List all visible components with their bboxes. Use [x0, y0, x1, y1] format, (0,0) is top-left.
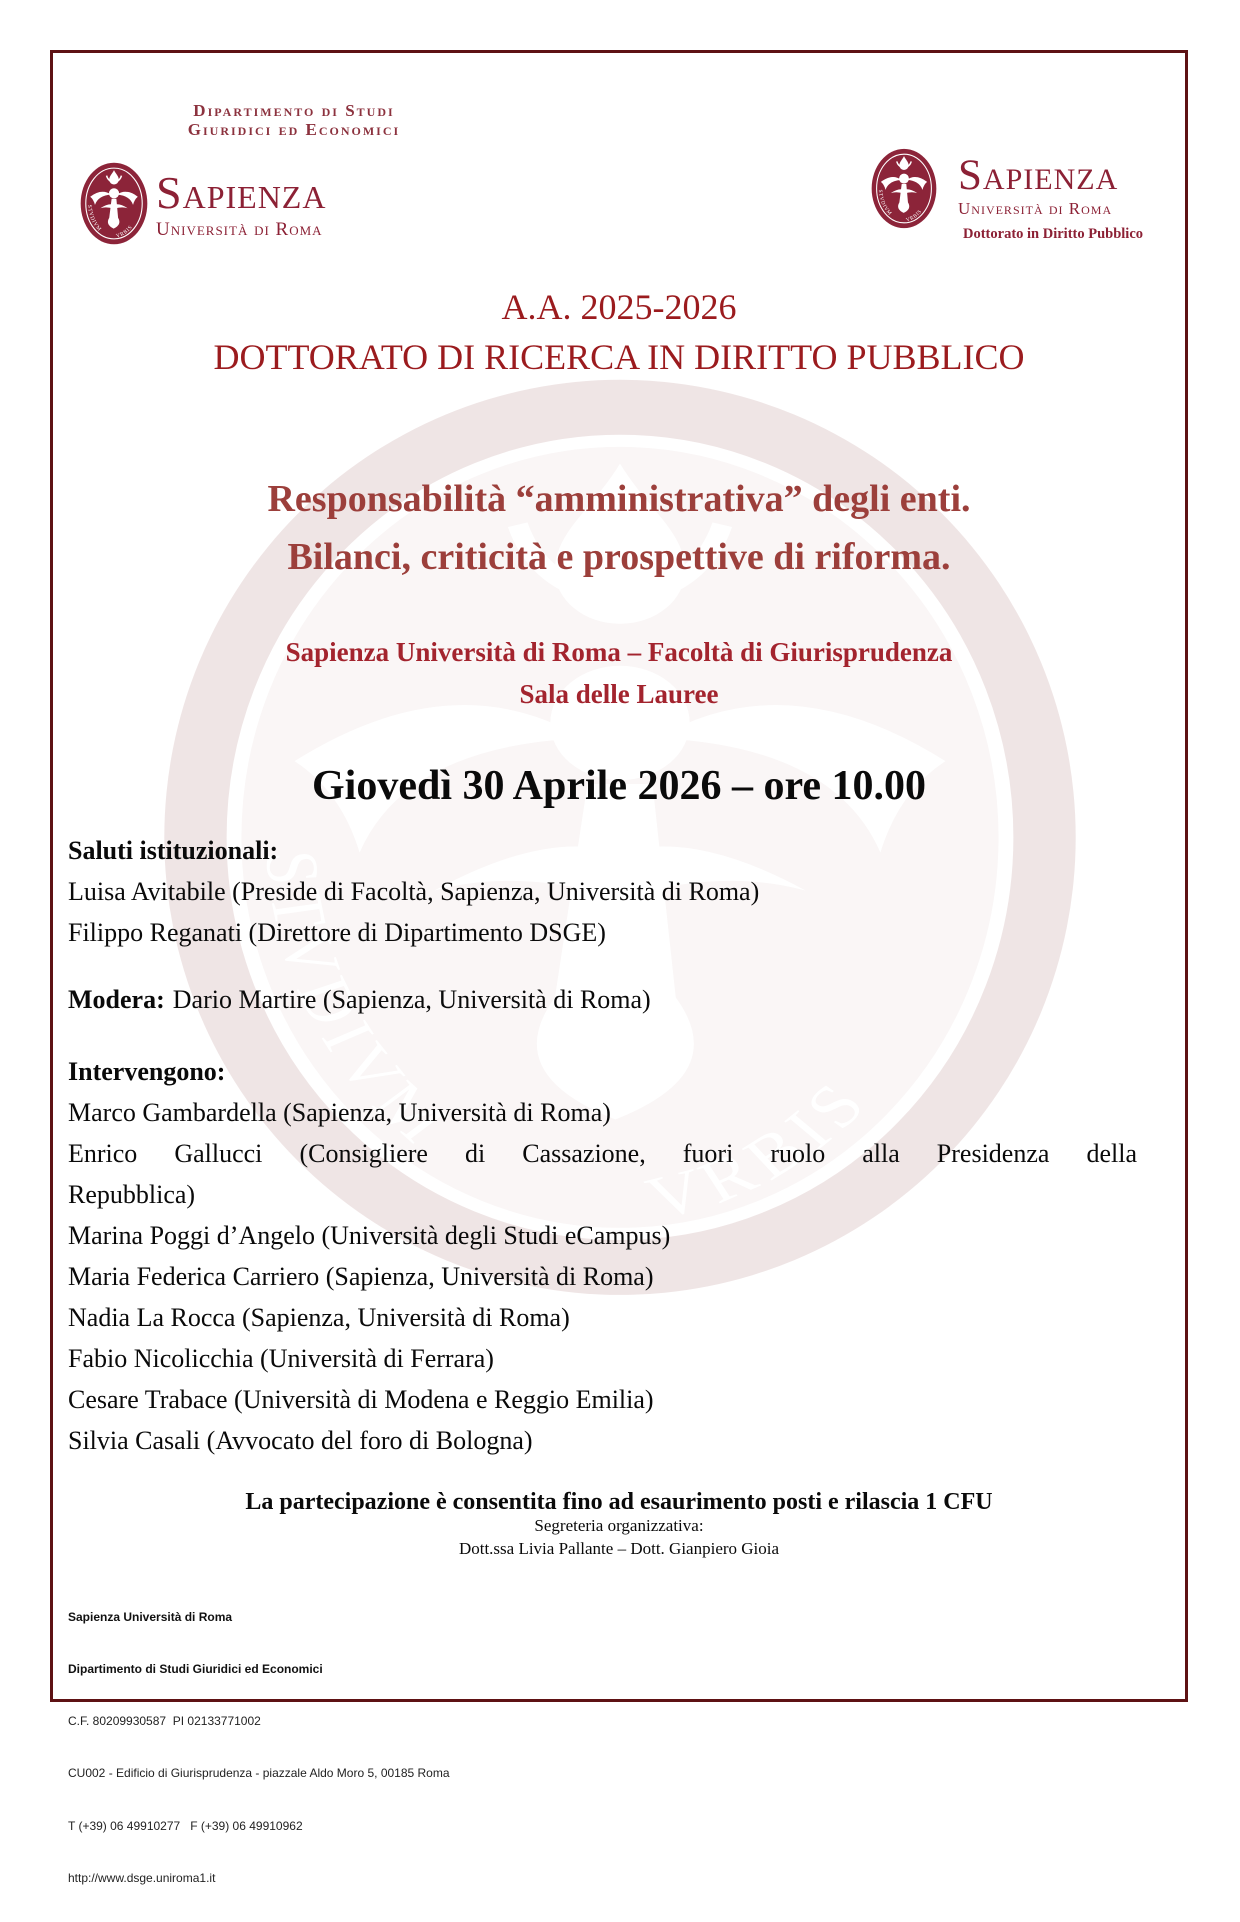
footer-phone-fax: T (+39) 06 49910277 F (+39) 06 49910962	[68, 1818, 303, 1833]
event-title	[50, 470, 1188, 586]
saluti-label: Saluti istituzionali:	[68, 836, 279, 865]
venue	[50, 631, 1188, 715]
program-body	[68, 830, 1137, 1461]
department-name-line2: Giuridici ed Economici	[187, 120, 401, 139]
intervengono-label: Intervengono:	[68, 1057, 226, 1086]
speaker-item: Silvia Casali (Avvocato del foro di Bologna)	[68, 1426, 533, 1455]
speaker-item: Marina Poggi d’Angelo (Università degli Studi eCampus)	[68, 1221, 671, 1250]
secretariat	[50, 1514, 1188, 1560]
sapienza-wordmark: Sapienza	[156, 167, 327, 218]
event-title-line1: Responsabilità “amministrativa” degli enti.	[267, 478, 971, 520]
speaker-item: Repubblica)	[68, 1180, 196, 1209]
sapienza-tagline: Università di Roma	[958, 199, 1113, 218]
speaker-item: Marco Gambardella (Sapienza, Università di Roma)	[68, 1098, 611, 1127]
speaker-item: Maria Federica Carriero (Sapienza, Università di Roma)	[68, 1262, 654, 1291]
event-title-line2: Bilanci, criticità e prospettive di riforma.	[287, 536, 951, 578]
venue-line2: Sala delle Lauree	[519, 679, 719, 709]
footer-address: CU002 - Edificio di Giurisprudenza - piazzale Aldo Moro 5, 00185 Roma	[68, 1766, 450, 1781]
footer-university: Sapienza Università di Roma	[68, 1609, 233, 1624]
sapienza-logo-left	[156, 167, 476, 241]
main-title	[50, 282, 1188, 382]
academic-year: A.A. 2025-2026	[501, 287, 737, 327]
footer-contact-block	[68, 1574, 450, 1922]
saluti-item: Luisa Avitabile (Preside di Facoltà, Sapienza, Università di Roma)	[68, 877, 760, 906]
speaker-item: Cesare Trabace (Università di Modena e Reggio Emilia)	[68, 1385, 654, 1414]
saluti-item: Filippo Reganati (Direttore di Dipartimento DSGE)	[68, 918, 606, 947]
sapienza-emblem-icon	[871, 148, 937, 229]
modera-name: Dario Martire (Sapienza, Università di Roma)	[172, 985, 651, 1014]
footer-department: Dipartimento di Studi Giuridici ed Economici	[68, 1662, 323, 1677]
footer-fiscal-codes: C.F. 80209930587 PI 02133771002	[68, 1714, 261, 1729]
modera-line	[68, 979, 1137, 1020]
venue-line1: Sapienza Università di Roma – Facoltà di Giurisprudenza	[285, 637, 953, 667]
phd-program-label: Dottorato in Diritto Pubblico	[963, 226, 1144, 242]
speaker-item: Fabio Nicolicchia (Università di Ferrara)	[68, 1344, 494, 1373]
department-name	[138, 101, 450, 139]
sapienza-tagline: Università di Roma	[156, 219, 323, 240]
sapienza-wordmark: Sapienza	[958, 152, 1119, 199]
sapienza-logo-right	[958, 154, 1178, 219]
secretariat-names: Dott.ssa Livia Pallante – Dott. Gianpiero Gioia	[458, 1539, 780, 1558]
department-name-line1: Dipartimento di Studi	[193, 101, 395, 120]
phd-title: DOTTORATO DI RICERCA IN DIRITTO PUBBLICO	[213, 337, 1025, 377]
participation-note: La partecipazione è consentita fino ad esaurimento posti e rilascia 1 CFU	[245, 1489, 993, 1515]
event-datetime: Giovedì 30 Aprile 2026 – ore 10.00	[311, 763, 927, 809]
footer-website: http://www.dsge.uniroma1.it	[68, 1870, 216, 1885]
secretariat-label: Segreteria organizzativa:	[534, 1516, 704, 1535]
speaker-item: Nadia La Rocca (Sapienza, Università di Roma)	[68, 1303, 570, 1332]
speaker-item: Enrico Gallucci (Consigliere di Cassazione, fuori ruolo alla Presidenza della	[68, 1139, 1137, 1168]
modera-label: Modera:	[68, 985, 165, 1014]
sapienza-emblem-icon	[80, 162, 148, 245]
